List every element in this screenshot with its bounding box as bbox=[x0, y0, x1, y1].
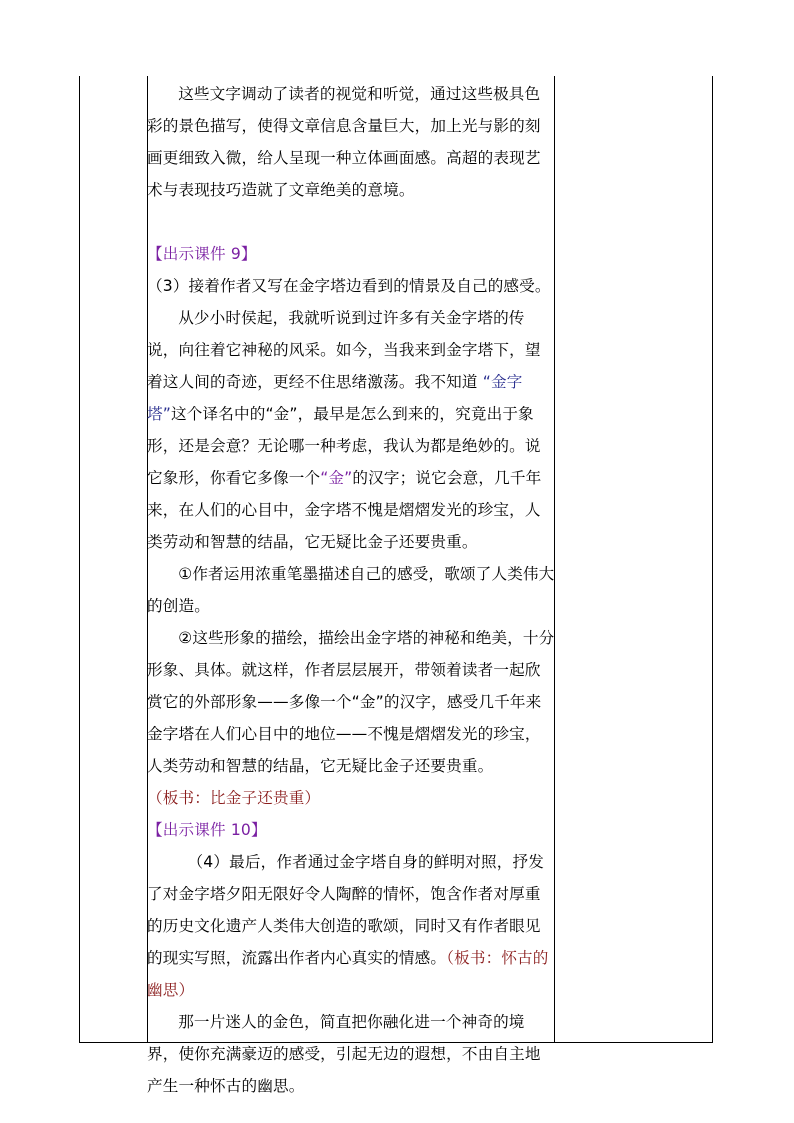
paragraph-step3: （3）接着作者又写在金字塔边看到的情景及自己的感受。 bbox=[147, 277, 551, 295]
paragraph-analysis: 这些文字调动了读者的视觉和听觉，通过这些极具色彩的景色描写，使得文章信息含量巨大，加上光与影的刻画更细致入微，给人呈现一种立体画面感。高超的表现艺术与表现技巧造就了文章绝美的意境。 bbox=[147, 85, 541, 199]
courseware-label-9: 【出示课件 9】 bbox=[147, 245, 257, 263]
point-1: ①作者运用浓重笔墨描述自己的感受，歌颂了人类伟大的创造。 bbox=[147, 565, 555, 615]
board-note-1: （板书：比金子还贵重） bbox=[147, 789, 321, 807]
quote-golden: 那一片迷人的金色，简直把你融化进一个神奇的境界，使你充满豪迈的感受，引起无边的遐想，不由自主地产生一种怀古的幽思。 bbox=[147, 1013, 541, 1095]
quote-pyramid: 从少小时侯起，我就听说到过许多有关金字塔的传说，向往着它神秘的风采。如今，当我来到金字塔下，望着这人间的奇迹，更经不住思绪激荡。我不知道 “金字塔”这个译名中的“金”，最早是怎么到来的，究竟出于象形，还是会意？无论哪一种考虑，我认为都是绝妙的。说它象形，你看它多像一个“金”的汉字；说它会意，几千年来，在人们的心目中，金字塔不愧是熠熠发光的珍宝，人类劳动和智慧的结晶，它无疑比金子还要贵重。 bbox=[147, 309, 542, 551]
paragraph-step4: （4）最后，作者通过金字塔自身的鲜明对照，抒发了对金字塔夕阳无限好令人陶醉的情怀，饱含作者对厚重的历史文化遗产人类伟大创造的歌颂，同时又有作者眼见的现实写照，流露出作者内心真实的情感。（板书：怀古的幽思） bbox=[147, 853, 549, 999]
point-2: ②这些形象的描绘，描绘出金字塔的神秘和绝美，十分形象、具体。就这样，作者层层展开，带领着读者一起欣赏它的外部形象——多像一个“金”的汉字，感受几千年来金字塔在人们心目中的地位——不愧是熠熠发光的珍宝，人类劳动和智慧的结晶，它无疑比金子还要贵重。 bbox=[147, 629, 555, 775]
courseware-label-10: 【出示课件 10】 bbox=[147, 821, 267, 839]
lesson-content bbox=[147, 78, 555, 1102]
